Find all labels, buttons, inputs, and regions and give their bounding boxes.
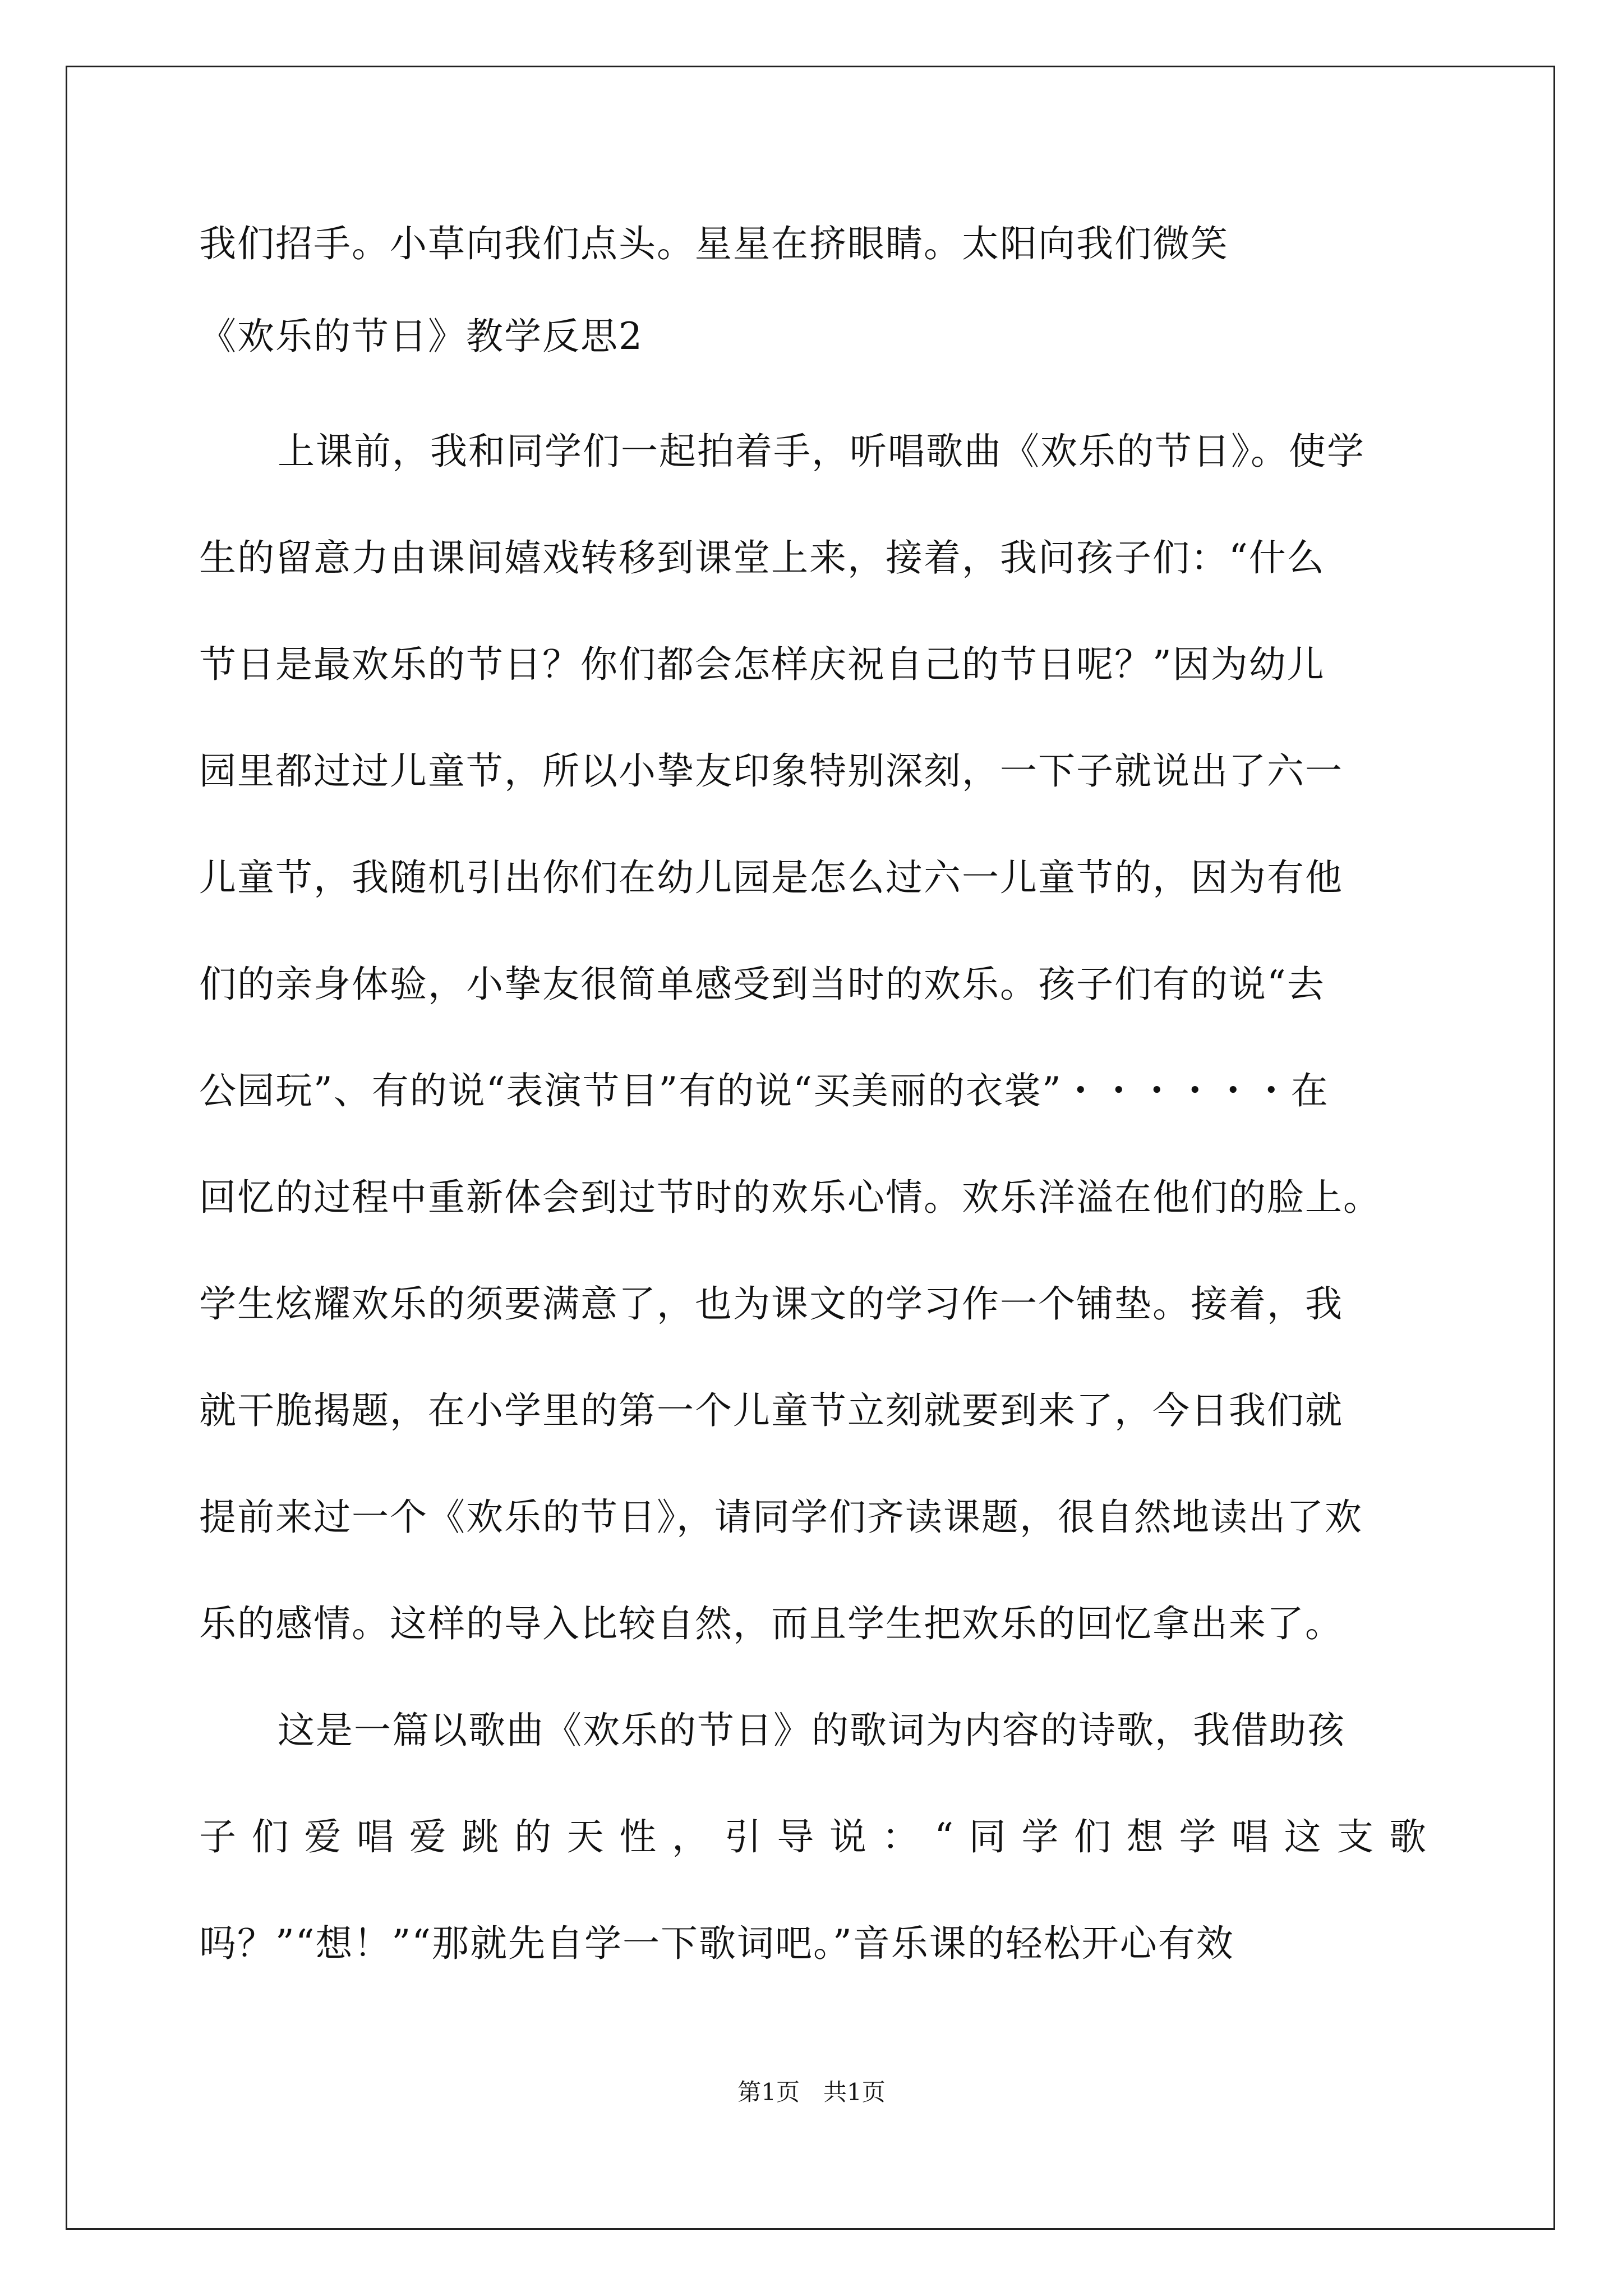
paragraph-1-line-7: 公园玩”、有的说“表演节目”有的说“买美丽的衣裳”・・・・・・在	[199, 1069, 1329, 1112]
paragraph-1-line-6: 们的亲身体验，小挚友很简单感受到当时的欢乐。孩子们有的说“去	[199, 963, 1325, 1006]
paragraph-1-line-2: 生的留意力由课间嬉戏转移到课堂上来，接着，我问孩子们：“什么	[199, 536, 1325, 579]
paragraph-1-line-12: 乐的感情。这样的导入比较自然，而且学生把欢乐的回忆拿出来了。	[199, 1602, 1343, 1645]
paragraph-1-line-5: 儿童节，我随机引出你们在幼儿园是怎么过六一儿童节的，因为有他	[199, 856, 1343, 899]
paragraph-1-line-4: 园里都过过儿童节，所以小挚友印象特别深刻，一下子就说出了六一	[199, 749, 1343, 793]
page-footer: 第1页 共1页	[737, 2078, 886, 2106]
page-border	[66, 66, 1555, 2230]
paragraph-1-line-11: 提前来过一个《欢乐的节日》，请同学们齐读课题，很自然地读出了欢	[199, 1496, 1363, 1539]
paragraph-1-line-9: 学生炫耀欢乐的须要满意了，也为课文的学习作一个铺垫。接着，我	[199, 1282, 1343, 1326]
paragraph-1-line-3: 节日是最欢乐的节日？你们都会怎样庆祝自己的节日呢？”因为幼儿	[199, 643, 1325, 686]
section-heading: 《欢乐的节日》教学反思2	[199, 315, 643, 358]
paragraph-2-line-3: 吗？”“想！”“那就先自学一下歌词吧。”音乐课的轻松开心有效	[199, 1922, 1234, 1965]
paragraph-1-line-10: 就干脆揭题，在小学里的第一个儿童节立刻就要到来了，今日我们就	[199, 1389, 1343, 1432]
paragraph-2-line-1: 这是一篇以歌曲《欢乐的节日》的歌词为内容的诗歌，我借助孩	[278, 1709, 1345, 1752]
paragraph-1-line-8: 回忆的过程中重新体会到过节时的欢乐心情。欢乐洋溢在他们的脸上。	[199, 1176, 1381, 1219]
text-line-1: 我们招手。小草向我们点头。星星在挤眼睛。太阳向我们微笑	[199, 222, 1229, 265]
paragraph-2-line-2: 子们爱唱爱跳的天性，引导说：“同学们想学唱这支歌	[199, 1815, 1427, 1858]
paragraph-1-line-1: 上课前，我和同学们一起拍着手，听唱歌曲《欢乐的节日》。使学	[278, 430, 1365, 473]
